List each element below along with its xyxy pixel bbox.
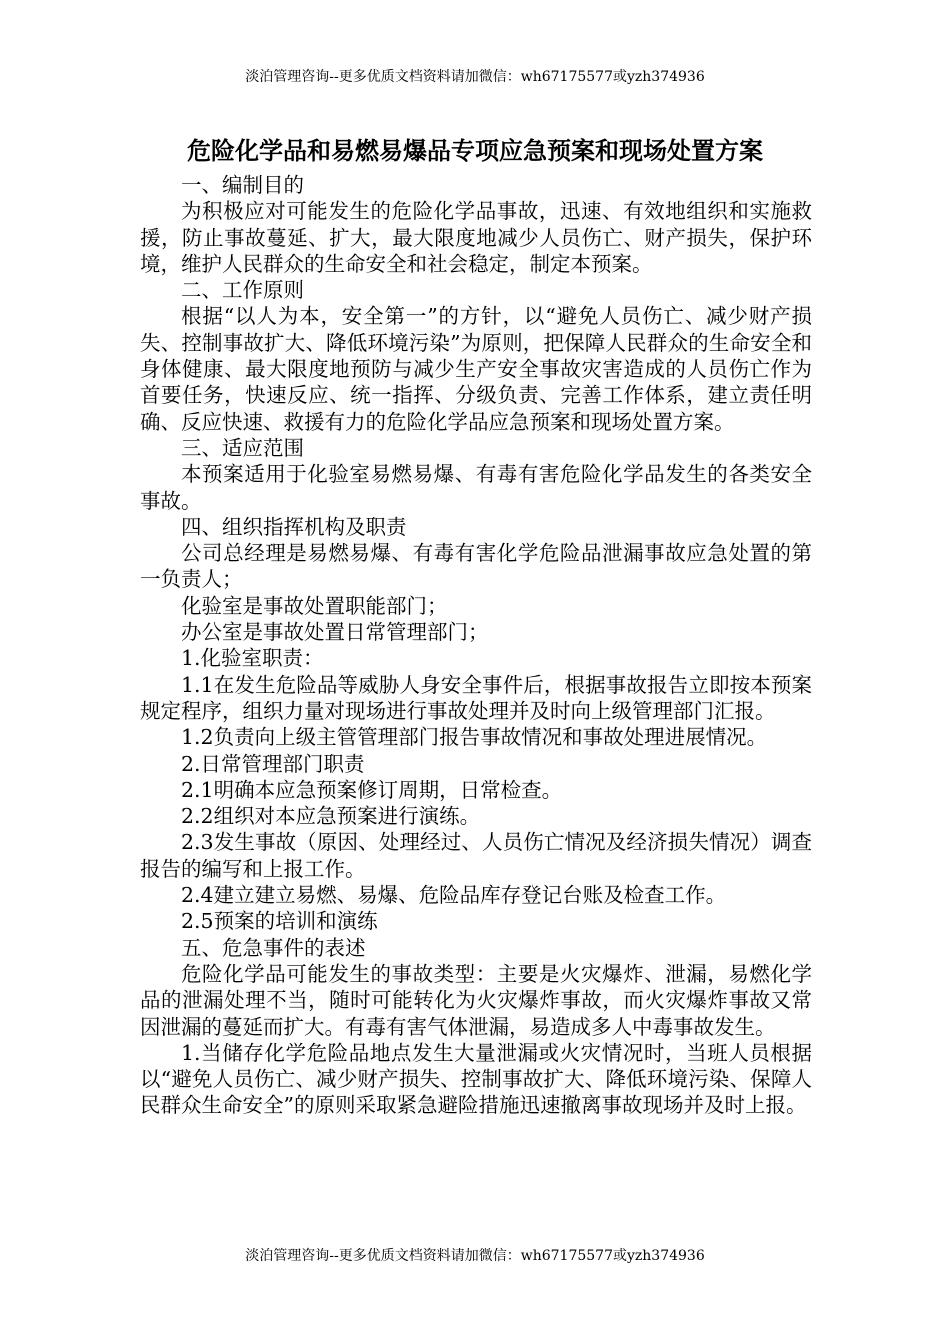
paragraph: 2.3发生事故（原因、处理经过、人员伤亡情况及经济损失情况）调查报告的编写和上报工作。 [140,830,812,881]
paragraph: 根据“以人为本，安全第一”的方针，以“避免人员伤亡、减少财产损失、控制事故扩大、降低环境污染”为原则，把保障人民群众的生命安全和身体健康、最大限度地预防与减少生产安全事故灾害造成的人员伤亡作为首要任务，快速反应、统一指挥、分级负责、完善工作体系，建立责任明确、反应快速、救援有力的危险化学品应急预案和现场处置方案。 [140,304,812,434]
document-body [140,172,812,1119]
section-heading: 二、工作原则 [181,278,304,303]
paragraph: 2.2组织对本应急预案进行演练。 [181,804,481,829]
paragraph: 2.4建立建立易燃、易爆、危险品库存登记台账及检查工作。 [181,883,727,908]
section-heading: 四、组织指挥机构及职责 [181,514,407,539]
section-heading: 三、适应范围 [181,435,304,460]
page-header: 淡泊管理咨询--更多优质文档资料请加微信：wh67175577或yzh374936 [245,69,705,85]
paragraph: 2.5预案的培训和演练 [181,909,378,934]
paragraph: 2.日常管理部门职责 [181,751,365,776]
paragraph: 化验室是事故处置职能部门； [181,593,448,618]
paragraph: 本预案适用于化验室易燃易爆、有毒有害危险化学品发生的各类安全事故。 [140,462,812,513]
document-title: 危险化学品和易燃易爆品专项应急预案和现场处置方案 [187,137,763,165]
section-heading: 五、危急事件的表述 [181,935,366,960]
paragraph: 公司总经理是易燃易爆、有毒有害化学危险品泄漏事故应急处置的第一负责人； [140,541,812,592]
paragraph: 为积极应对可能发生的危险化学品事故，迅速、有效地组织和实施救援，防止事故蔓延、扩大，最大限度地减少人员伤亡、财产损失，保护环境，维护人民群众的生命安全和社会稳定，制定本预案。 [140,199,812,276]
paragraph: 1.化验室职责： [181,646,324,671]
paragraph: 危险化学品可能发生的事故类型：主要是火灾爆炸、泄漏，易燃化学品的泄漏处理不当，随时可能转化为火灾爆炸事故，而火灾爆炸事故又常因泄漏的蔓延而扩大。有毒有害气体泄漏，易造成多人中毒事故发生。 [140,961,812,1039]
section-heading: 一、编制目的 [181,173,304,197]
paragraph: 1.1在发生危险品等威胁人身安全事件后，根据事故报告立即按本预案规定程序，组织力量对现场进行事故处理并及时向上级管理部门汇报。 [140,672,812,723]
page-footer: 淡泊管理咨询--更多优质文档资料请加微信：wh67175577或yzh374936 [245,1248,705,1264]
paragraph: 1.当储存化学危险品地点发生大量泄漏或火灾情况时，当班人员根据以“避免人员伤亡、减少财产损失、控制事故扩大、降低环境污染、保障人民群众生命安全”的原则采取紧急避险措施迅速撤离事故现场并及时上报。 [140,1040,812,1118]
paragraph: 1.2负责向上级主管管理部门报告事故情况和事故处理进展情况。 [181,725,768,750]
paragraph: 2.1明确本应急预案修订周期，日常检查。 [181,777,563,802]
paragraph: 办公室是事故处置日常管理部门； [181,620,489,645]
